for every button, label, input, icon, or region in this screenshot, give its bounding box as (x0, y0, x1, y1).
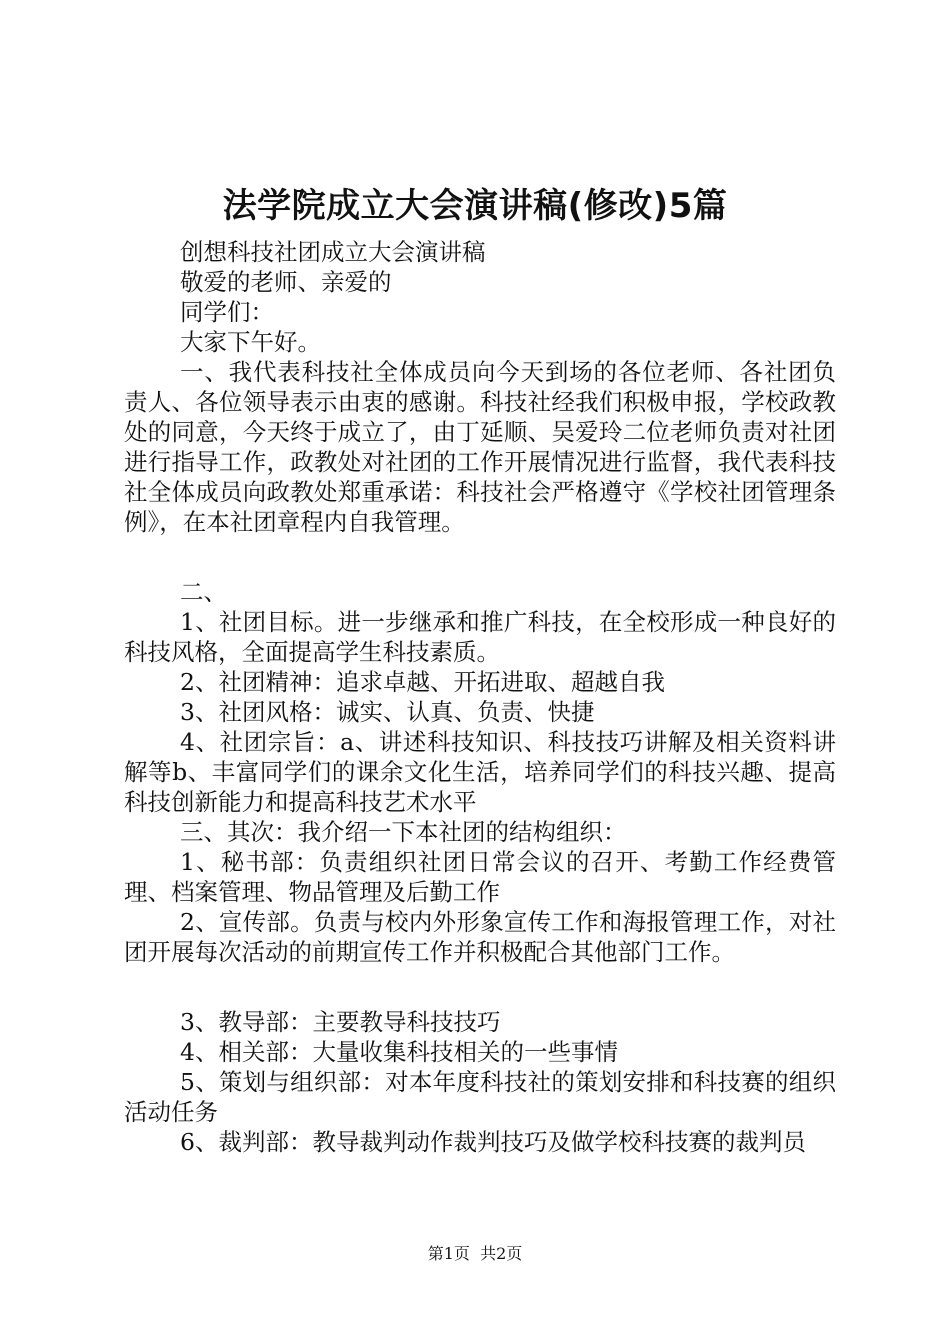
paragraph-salutation: 敬爱的老师、亲爱的 (180, 268, 392, 296)
paragraph-club-style: 3、社团风格：诚实、认真、负责、快捷 (180, 698, 595, 726)
paragraph-secretariat: 1、秘书部：负责组织社团日常会议的召开、考勤工作经费管理、档案管理、物品管理及后勤工作 (124, 848, 836, 906)
document-title: 法学院成立大会演讲稿(修改)5篇 (222, 186, 728, 226)
paragraph-teaching: 3、教导部：主要教导科技技巧 (180, 1008, 501, 1036)
paragraph-greeting: 大家下午好。 (180, 328, 321, 356)
paragraph-referee: 6、裁判部：教导裁判动作裁判技巧及做学校科技赛的裁判员 (180, 1128, 806, 1156)
paragraph-section-one: 一、我代表科技社全体成员向今天到场的各位老师、各社团负责人、各位领导表示由衷的感谢。科技社经我们积极申报，学校政教处的同意，今天终于成立了，由丁延顺、吴爱玲二位老师负责对社团进行指导工作，政教处对社团的工作开展情况进行监督，我代表科技社全体成员向政教处郑重承诺：科技社会严格遵守《学校社团管理条例》，在本社团章程内自我管理。 (124, 358, 836, 536)
document-body (124, 237, 836, 1157)
paragraph-publicity: 2、宣传部。负责与校内外形象宣传工作和海报管理工作，对社团开展每次活动的前期宣传工作并积极配合其他部门工作。 (124, 908, 836, 966)
paragraph-club-spirit: 2、社团精神：追求卓越、开拓进取、超越自我 (180, 668, 665, 696)
paragraph-planning: 5、策划与组织部：对本年度科技社的策划安排和科技赛的组织活动任务 (124, 1068, 836, 1126)
paragraph-club-purpose: 4、社团宗旨：a、讲述科技知识、科技技巧讲解及相关资料讲解等b、丰富同学们的课余文化生活，培养同学们的科技兴趣、提高科技创新能力和提高科技艺术水平 (124, 728, 836, 816)
page-footer: 第1页 共2页 (427, 1244, 523, 1263)
paragraph-section-two-heading: 二、 (180, 578, 227, 606)
blank-line (124, 967, 836, 1007)
paragraph-subtitle: 创想科技社团成立大会演讲稿 (180, 238, 486, 266)
paragraph-related: 4、相关部：大量收集科技相关的一些事情 (180, 1038, 618, 1066)
paragraph-salutation-cont: 同学们： (180, 298, 274, 326)
blank-line (124, 537, 836, 577)
paragraph-club-goal: 1、社团目标。进一步继承和推广科技，在全校形成一种良好的科技风格，全面提高学生科技素质。 (124, 608, 836, 666)
paragraph-section-three-heading: 三、其次：我介绍一下本社团的结构组织： (180, 818, 627, 846)
